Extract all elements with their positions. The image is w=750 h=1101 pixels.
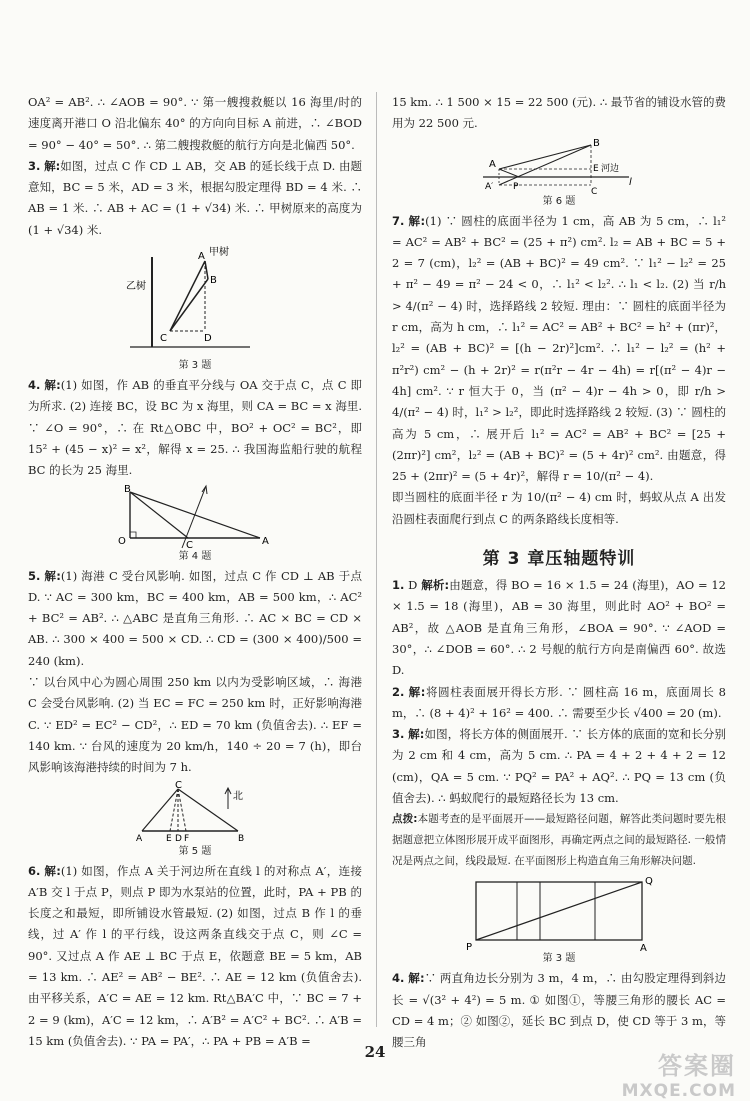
answer-text: ∵ 两直角边长分别为 3 m，4 m，∴ 由勾股定理得到斜边长 = √(3² + 4²) = 5 m. ① 如图①，等腰三角形的腰长 AC = CD = 4 m；② 如图②，延长 BC 到点 D，使 CD 等于 3 m，等腰三角 [392,971,727,1050]
question-number: 4. [28,378,41,393]
answer-ch3-q1 [392,575,726,681]
question-number: 3. [392,727,405,742]
label-f: F [184,833,190,844]
tree-diagram [120,243,270,359]
typhoon-diagram [130,781,260,845]
question-number: 6. [28,863,41,878]
label-b: B [124,483,131,495]
figure-q6 [392,137,726,208]
label-e: E [166,833,172,844]
solution-keyword: 解: [44,863,61,878]
label-e: E [593,163,599,174]
label-a-prime: A′ [485,181,494,192]
answer-ch3-q4 [392,968,726,1053]
figure-q5 [28,781,362,858]
label-q: Q [645,876,653,888]
figure-caption: 第 3 题 [542,953,576,965]
segment-cf [178,789,186,831]
answer-text: (1) ∵ 圆柱的底面半径为 1 cm，高 AB 为 5 cm，∴ l₁² = AC² = AB² + BC² = (25 + π²) cm². l₂ = AB + BC = 5 + 2 = 7 (cm)，l₂² = (AB + BC)² = 49 cm². ∵ l₁² − l₂² = 25 + π² − 49 = π² − 24 < 0，∴ l₁² < l₂². ∴ l₁ < l₂. (2) 当 r/h > 4/(π² − 4) 时，选择路线 2 较短. 理由：∵ 圆柱的底面半径为 r cm，高为 h cm，∴ l₁² = AC² = AB² + BC² = h² + (πr)²，l₂² = (AB + BC)² = [(h − 2r)²]cm². ∴ l₁² − l₂² = (h² + π²r²) cm² − (h + 2r)² = r(π²r − 4r − 4h) = r[(π² − 4)r − 4h] cm². ∵ r 恒大于 0，当 (π² − 4)r − 4h > 0，即 r/h > 4/(π² − 4) 时，l₁² > l₂²，即此时选择路线 2 较短. (3) ∵ 圆柱的高为 5 cm，∴ 展开后 l₁² = AC² = AB² + BC² = [25 + (2πr)²] cm²，l₂² = (AB + BC)² = (5 + 4r)² cm². 由题意，得 25 + (2πr)² = (5 + 4r)²，解得 r = 10/(π² − 4). [392,213,726,484]
left-column [28,92,362,1052]
answer-text: (1) 如图，作点 A 关于河边所在直线 l 的对称点 A′，连接 A′B 交 l 于点 P，则点 P 即为水泵站的位置，此时，PA + PB 的长度之和最短，即所铺设水管最短. (2) 如图，过点 B 作 l 的垂线，过 A′ 作 l 的平行线，设这两条直线交于点 C，则 ∠C = 90°. 又过点 A 作 AE ⊥ BC 于点 E，依题意 BE = 5 km，AB = 13 km. ∴ AE² = AB² − BE². ∴ AE = 12 km (负值舍去). 由平移关系，A′C = AE = 12 km. Rt△BA′C 中，∵ BC = 7 + 2 = 9 (km)，A′C = 12 km，∴ A′B² = A′C² + BC². ∴ A′B = 15 km (负值舍去). ∵ PA = PA′，∴ PA + PB = A′B = [28,863,362,1048]
question-number: 3. [28,158,41,173]
answer-q5-part2: ∵ 以台风中心为圆心周围 250 km 以内为受影响区域，∴ 海港 C 会受台风影响. (2) 当 EC = FC = 250 km 时，正好影响海港 C. ∵ ED² = EC² − CD²，∴ ED = 70 km (负值舍去). ∴ EF = 140 km. ∵ 台风的速度为 20 km/h，140 ÷ 20 = 7 (h)，即台风影响该海港持续的时间为 7 h. [28,675,362,775]
right-angle-mark [130,532,136,538]
label-o: O [118,535,126,547]
question-number: 1. [392,578,405,593]
solution-keyword: 解: [44,568,61,583]
figure-ch3-q3 [392,874,726,965]
watermark-title: 答案圈 [658,1052,736,1080]
box-net-diagram [464,874,654,952]
segment-bc [170,279,208,331]
solution-keyword: 解: [44,158,61,173]
solution-keyword: 解: [408,727,425,742]
segment-bc [130,492,188,538]
solution-keyword: 解: [408,971,425,986]
label-c: C [175,780,182,791]
answer-ch3-q3 [392,724,726,809]
figure-caption: 第 3 题 [178,360,212,372]
label-p: P [513,181,519,192]
answer-text: (1) 海港 C 受台风影响. 如图，过点 C 作 CD ⊥ AB 于点 D. ∵ AC = 300 km，BC = 400 km，AB = 500 km，∴ AC² + BC² = AB². ∴ △ABC 是直角三角形. ∴ AC × BC = CD × AB. ∴ 300 × 400 = 500 × CD. ∴ CD = (300 × 400)/500 = 240 (km). [28,568,363,668]
solution-keyword: 解: [408,684,426,699]
label-b: B [210,275,217,287]
segment-ca [142,789,178,831]
watermark-url: MXQE.COM [621,1081,736,1101]
label-b: B [238,833,245,844]
answer-text: 如图，将长方体的侧面展开. ∵ 长方体的底面的宽和长分别为 2 cm 和 4 cm，高为 5 cm. ∴ PA = 4 + 2 + 4 + 2 = 12 (cm)，QA = 5 cm. ∵ PQ² = PA² + AQ². ∴ PQ = 13 cm (负值舍去). ∴ 蚂蚁爬行的最短路径长为 13 cm. [392,727,727,806]
label-c: C [186,539,193,550]
answer-q6 [28,861,362,1053]
label-jia-tree: 甲树 [209,247,229,259]
answer-q3 [28,156,362,241]
answer-text: 将圆柱表面展开得长方形. ∵ 圆柱高 16 m，底面周长 8 m，∴ (8 + 4)² + 16² = 400. ∴ 需要至少长 √400 = 20 (m). [392,684,726,720]
answer-text: 如图，过点 C 作 CD ⊥ AB，交 AB 的延长线于点 D. 由题意知，BC = 5 米，AD = 3 米，根据勾股定理得 BD = 4 米. ∴ AB = 1 米. ∴ AB + AC = (1 + √34) 米. ∴ 甲树原来的高度为 (1 + √34) 米. [28,158,363,237]
label-c: C [160,333,167,345]
answer-ch3-q2 [392,682,726,725]
label-d: D [204,333,212,345]
river-diagram [479,137,639,195]
segment-ap [499,169,519,177]
label-a: A [262,535,269,547]
figure-caption: 第 6 题 [542,195,576,207]
segment-cb [178,789,238,831]
label-a: A [640,943,647,953]
figure-caption: 第 5 题 [178,845,212,857]
right-column [392,92,726,1054]
label-l: l [629,176,632,188]
solution-keyword: 解: [408,213,426,228]
figure-q4 [28,484,362,563]
tip-note [392,809,726,872]
answer-choice: D [408,578,418,593]
label-c: C [591,186,598,195]
label-north: 北 [233,790,243,802]
ship-diagram [110,484,280,550]
segment-ce [170,789,178,831]
label-a: A [489,158,496,170]
solution-keyword: 解: [44,378,61,393]
answer-q6-continued: 15 km. ∴ 1 500 × 15 = 22 500 (元). ∴ 最节省的铺设水管的费用为 22 500 元. [392,95,726,131]
answer-text: (1) 如图，作 AB 的垂直平分线与 OA 交于点 C，点 C 即为所求. (2) 连接 BC，设 BC 为 x 海里，则 CA = BC = x 海里. ∵ ∠O = 90°，∴ 在 Rt△OBC 中，BO² + OC² = BC²，即 15² + (45 − x)² = x²，解得 x = 25. ∴ 我国海监船行驶的航程 BC 的长为 25 海里. [28,378,363,478]
figure-q3 [28,243,362,372]
paragraph-q2-continued: OA² = AB². ∴ ∠AOB = 90°. ∵ 第一艘搜救艇以 16 海里/时的速度离开港口 O 沿北偏东 40° 的方向向目标 A 前进，∴ ∠BOD = 90° − 40° = 50°. ∴ 第二艘搜救艇的航行方向是北偏西 50°. [28,95,362,152]
answer-text: 由题意，得 BO = 16 × 1.5 = 24 (海里)，AO = 12 × 1.5 = 18 (海里)，AB = 30 海里，则此时 AO² + BO² = AB²，故 △AOB 是直角三角形，∠BOA = 90°. ∵ ∠AOD = 30°，∴ ∠DOB = 60°. ∴ 2 号舰的航行方向是南偏西 60°. 故选 D. [392,578,726,678]
answer-q4 [28,375,362,481]
shortest-path-pq [476,882,642,940]
analysis-keyword: 解析: [421,578,450,593]
question-number: 5. [28,568,41,583]
answer-q5 [28,566,362,672]
page-number: 24 [364,1043,386,1061]
answer-q7-conclusion: 即当圆柱的底面半径 r 为 10/(π² − 4) cm 时，蚂蚁从点 A 出发沿圆柱表面爬行到点 C 的两条路线长度相等. [392,490,726,526]
label-d: D [175,833,182,844]
label-p: P [466,942,473,953]
label-river: 河边 [601,163,620,174]
column-divider [376,92,377,1027]
label-b: B [593,137,600,149]
watermark [622,1046,736,1101]
segment-ac [170,261,205,331]
chapter-title: 第 3 章压轴题特训 [482,549,636,570]
tip-text: 本题考查的是平面展开——最短路径问题，解答此类问题时要先根据题意把立体图形展开成平面图形，再确定两点之间的最短路径. 一般情况是两点之间，线段最短. 在平面图形上构造直角三角形解决问题. [392,813,727,868]
question-number: 4. [392,971,405,986]
label-a: A [198,251,205,263]
question-number: 7. [392,213,405,228]
answer-q7 [392,211,726,488]
tip-keyword: 点拨: [392,813,418,826]
label-a: A [136,833,143,844]
question-number: 2. [392,684,405,699]
label-yi-tree: 乙树 [126,281,146,293]
figure-caption: 第 4 题 [178,550,212,562]
